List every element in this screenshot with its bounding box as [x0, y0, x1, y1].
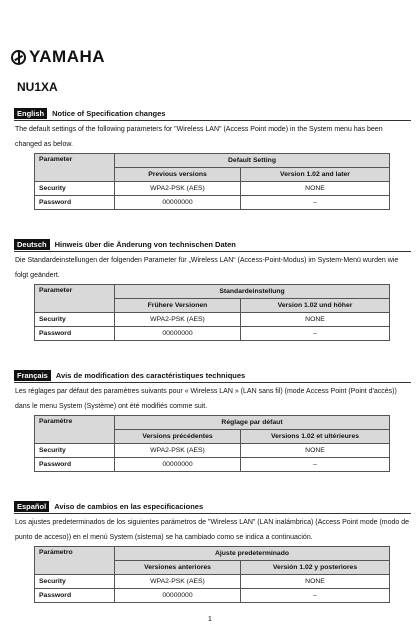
- previous-value: WPA2-PSK (AES): [115, 444, 241, 458]
- row-label: Password: [35, 196, 115, 210]
- section-francais: [14, 371, 411, 472]
- table-row: [35, 313, 390, 327]
- new-version-header: Versión 1.02 y posteriores: [241, 561, 390, 575]
- yamaha-tuning-fork-icon: [11, 50, 26, 65]
- spec-table: [34, 153, 390, 210]
- section-description: Die Standardeinstellungen der folgenden Parameter für „Wireless LAN“ (Access-Point-Modus) im System-Menü wurden wie folgt geändert.: [15, 257, 399, 279]
- previous-versions-header: Versiones anteriores: [115, 561, 241, 575]
- spec-table: [34, 415, 390, 472]
- new-value: NONE: [241, 575, 390, 589]
- new-version-header: Versions 1.02 et ultérieures: [241, 430, 390, 444]
- previous-value: WPA2-PSK (AES): [115, 313, 241, 327]
- previous-value: 00000000: [115, 589, 241, 603]
- table-row: [35, 589, 390, 603]
- section-header: [14, 502, 411, 514]
- row-label: Security: [35, 313, 115, 327]
- section-title: Notice of Specification changes: [52, 109, 166, 118]
- row-label: Security: [35, 182, 115, 196]
- previous-value: WPA2-PSK (AES): [115, 182, 241, 196]
- previous-value: WPA2-PSK (AES): [115, 575, 241, 589]
- spec-table: [34, 284, 390, 341]
- previous-versions-header: Frühere Versionen: [115, 299, 241, 313]
- brand-logo: [11, 47, 105, 67]
- section-english: [14, 109, 411, 210]
- default-setting-header: Réglage par défaut: [115, 416, 390, 430]
- parameter-header: Parameter: [35, 154, 115, 182]
- section-deutsch: [14, 240, 411, 341]
- language-tag: English: [14, 108, 47, 119]
- previous-versions-header: Versions précédentes: [115, 430, 241, 444]
- section-title: Aviso de cambios en las especificaciones: [54, 502, 204, 511]
- default-setting-header: Default Setting: [115, 154, 390, 168]
- spec-table: [34, 546, 390, 603]
- previous-value: 00000000: [115, 327, 241, 341]
- row-label: Password: [35, 589, 115, 603]
- table-row: [35, 196, 390, 210]
- new-value: –: [241, 327, 390, 341]
- new-version-header: Version 1.02 and later: [241, 168, 390, 182]
- parameter-header: Parameter: [35, 285, 115, 313]
- section-description: Les réglages par défaut des paramètres suivants pour « Wireless LAN » (LAN sans fil) (mode Access Point (Point d'accès)) dans le menu System (Système) ont été modifiés comme suit.: [15, 388, 397, 410]
- default-setting-header: Standardeinstellung: [115, 285, 390, 299]
- new-version-header: Version 1.02 und höher: [241, 299, 390, 313]
- section-header: [14, 240, 411, 252]
- parameter-header: Paramètre: [35, 416, 115, 444]
- new-value: –: [241, 458, 390, 472]
- new-value: NONE: [241, 182, 390, 196]
- language-tag: Español: [14, 501, 49, 512]
- table-row: [35, 575, 390, 589]
- section-header: [14, 109, 411, 121]
- previous-value: 00000000: [115, 196, 241, 210]
- row-label: Security: [35, 444, 115, 458]
- table-row: [35, 327, 390, 341]
- table-row: [35, 182, 390, 196]
- row-label: Security: [35, 575, 115, 589]
- row-label: Password: [35, 458, 115, 472]
- new-value: NONE: [241, 313, 390, 327]
- previous-value: 00000000: [115, 458, 241, 472]
- section-description: Los ajustes predeterminados de los siguientes parámetros de "Wireless LAN" (LAN inalámbrica) (Access Point mode (modo de punto de acceso)) en el menú System (sistema) se ha cambiado como se indica a continuación.: [15, 519, 410, 541]
- default-setting-header: Ajuste predeterminado: [115, 547, 390, 561]
- section-title: Hinweis über die Änderung von technischen Daten: [54, 240, 236, 249]
- new-value: –: [241, 589, 390, 603]
- model-name: NU1XA: [17, 80, 58, 94]
- table-row: [35, 444, 390, 458]
- table-row: [35, 458, 390, 472]
- section-title: Avis de modification des caractéristiques techniques: [55, 371, 246, 380]
- brand-name: YAMAHA: [29, 47, 106, 66]
- page-number: 1: [208, 616, 212, 623]
- section-header: [14, 371, 411, 383]
- section-description: The default settings of the following parameters for "Wireless LAN" (Access Point mode) in the System menu has been changed as below.: [15, 126, 383, 148]
- new-value: NONE: [241, 444, 390, 458]
- language-tag: Deutsch: [14, 239, 50, 250]
- language-tag: Français: [14, 370, 51, 381]
- row-label: Password: [35, 327, 115, 341]
- previous-versions-header: Previous versions: [115, 168, 241, 182]
- new-value: –: [241, 196, 390, 210]
- parameter-header: Parámetro: [35, 547, 115, 575]
- section-espanol: [14, 502, 411, 603]
